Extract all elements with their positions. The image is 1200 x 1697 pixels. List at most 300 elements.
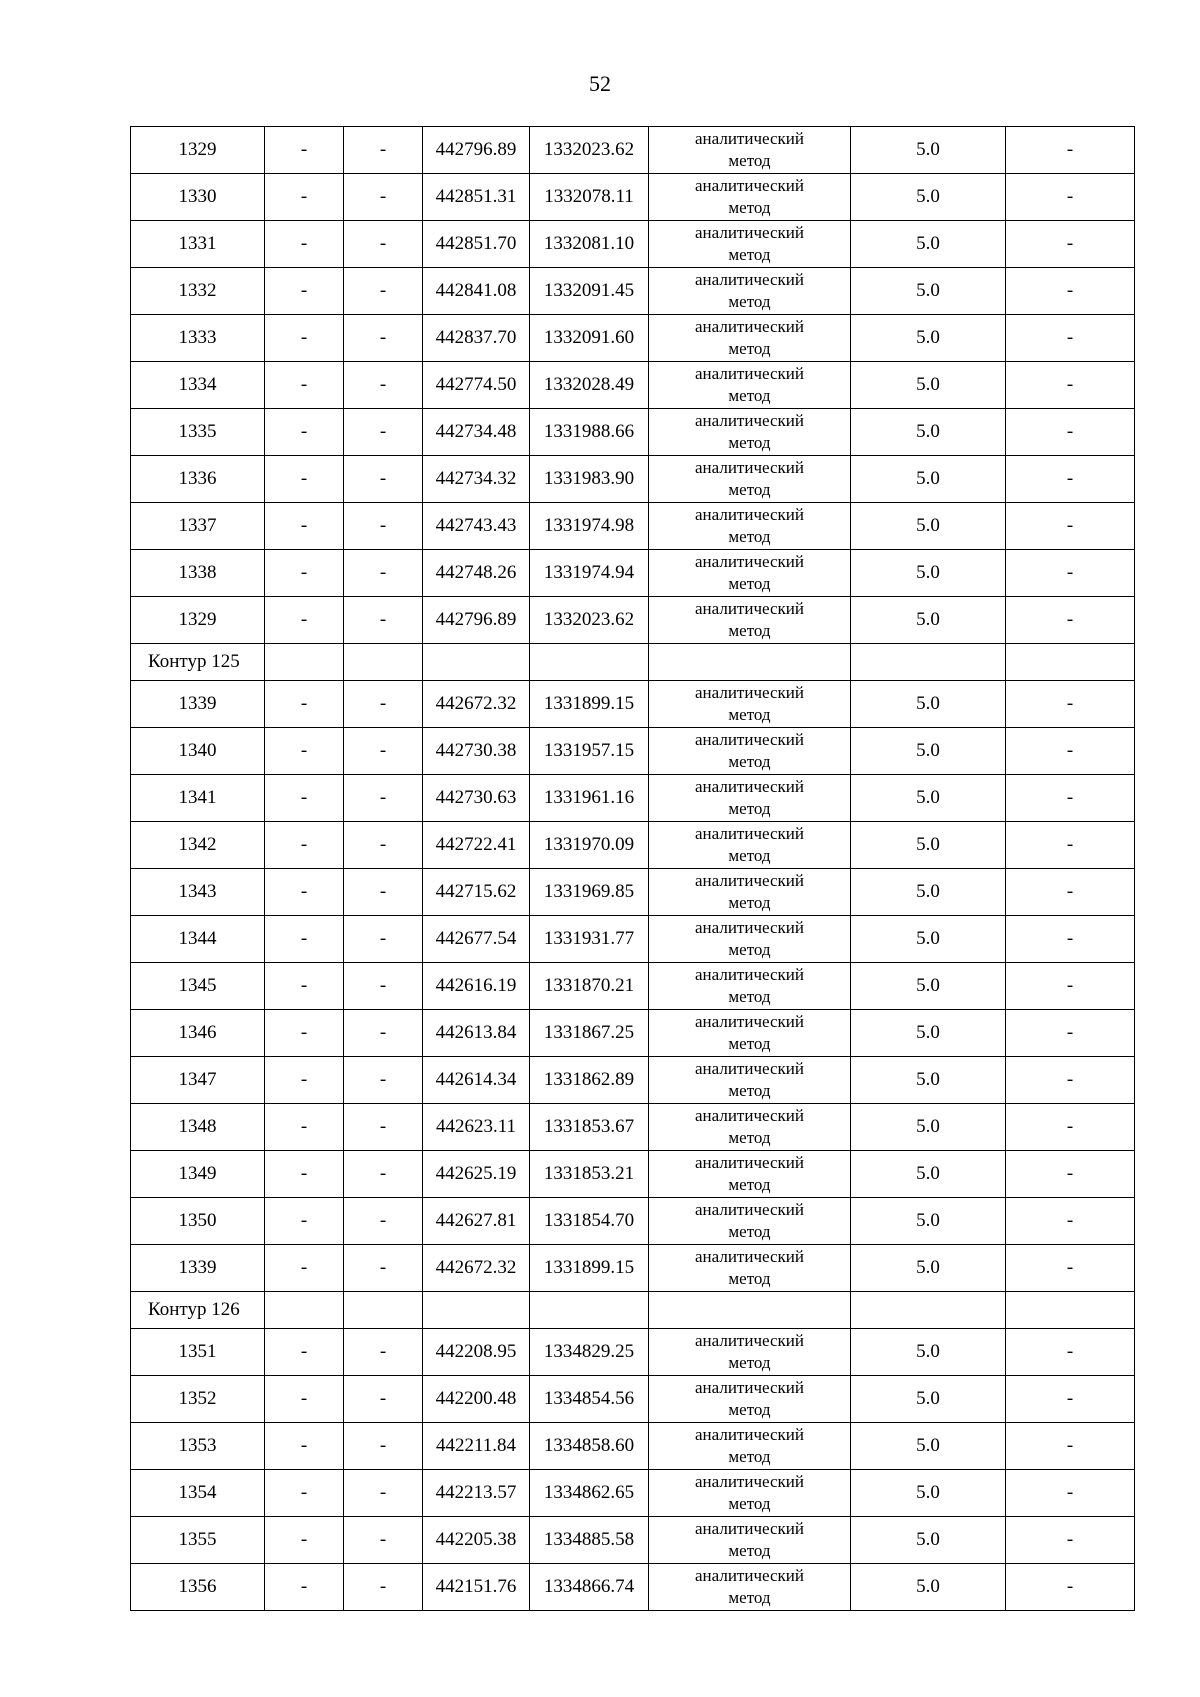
dash-cell: - bbox=[265, 916, 344, 963]
point-number-cell: 1331 bbox=[131, 221, 265, 268]
accuracy-cell: 5.0 bbox=[851, 503, 1006, 550]
dash-cell: - bbox=[1006, 1376, 1135, 1423]
dash-cell: - bbox=[265, 456, 344, 503]
dash-cell: - bbox=[344, 315, 423, 362]
y-coordinate-cell: 1331988.66 bbox=[530, 409, 649, 456]
dash-cell: - bbox=[265, 315, 344, 362]
y-coordinate-cell: 1334866.74 bbox=[530, 1564, 649, 1611]
table-row bbox=[131, 916, 1135, 963]
contour-label: Контур 125 bbox=[131, 644, 265, 681]
accuracy-cell: 5.0 bbox=[851, 1423, 1006, 1470]
method-line-1: аналитический bbox=[695, 683, 804, 702]
dash-cell: - bbox=[1006, 362, 1135, 409]
x-coordinate-cell: 442748.26 bbox=[423, 550, 530, 597]
method-cell bbox=[649, 1010, 851, 1057]
dash-cell: - bbox=[265, 1517, 344, 1564]
dash-cell: - bbox=[265, 362, 344, 409]
empty-cell bbox=[344, 1292, 423, 1329]
empty-cell bbox=[530, 644, 649, 681]
point-number-cell: 1348 bbox=[131, 1104, 265, 1151]
dash-cell: - bbox=[265, 221, 344, 268]
x-coordinate-cell: 442677.54 bbox=[423, 916, 530, 963]
method-line-1: аналитический bbox=[695, 777, 804, 796]
x-coordinate-cell: 442213.57 bbox=[423, 1470, 530, 1517]
x-coordinate-cell: 442722.41 bbox=[423, 822, 530, 869]
method-line-1: аналитический bbox=[695, 1472, 804, 1491]
point-number-cell: 1346 bbox=[131, 1010, 265, 1057]
method-line-1: аналитический bbox=[695, 505, 804, 524]
y-coordinate-cell: 1334885.58 bbox=[530, 1517, 649, 1564]
x-coordinate-cell: 442613.84 bbox=[423, 1010, 530, 1057]
dash-cell: - bbox=[265, 681, 344, 728]
dash-cell: - bbox=[265, 1198, 344, 1245]
method-line-2: метод bbox=[728, 705, 771, 724]
method-cell bbox=[649, 221, 851, 268]
method-line-1: аналитический bbox=[695, 1566, 804, 1585]
y-coordinate-cell: 1331867.25 bbox=[530, 1010, 649, 1057]
empty-cell bbox=[344, 644, 423, 681]
accuracy-cell: 5.0 bbox=[851, 1010, 1006, 1057]
table-row bbox=[131, 963, 1135, 1010]
method-line-1: аналитический bbox=[695, 1378, 804, 1397]
method-line-2: метод bbox=[728, 245, 771, 264]
dash-cell: - bbox=[1006, 963, 1135, 1010]
method-cell bbox=[649, 597, 851, 644]
method-line-2: метод bbox=[728, 292, 771, 311]
point-number-cell: 1329 bbox=[131, 127, 265, 174]
table-row bbox=[131, 1057, 1135, 1104]
table-row bbox=[131, 268, 1135, 315]
y-coordinate-cell: 1334854.56 bbox=[530, 1376, 649, 1423]
empty-cell bbox=[265, 644, 344, 681]
accuracy-cell: 5.0 bbox=[851, 963, 1006, 1010]
empty-cell bbox=[1006, 1292, 1135, 1329]
accuracy-cell: 5.0 bbox=[851, 1057, 1006, 1104]
accuracy-cell: 5.0 bbox=[851, 597, 1006, 644]
point-number-cell: 1353 bbox=[131, 1423, 265, 1470]
point-number-cell: 1340 bbox=[131, 728, 265, 775]
method-line-2: метод bbox=[728, 1175, 771, 1194]
dash-cell: - bbox=[1006, 456, 1135, 503]
method-cell bbox=[649, 1564, 851, 1611]
dash-cell: - bbox=[265, 1010, 344, 1057]
dash-cell: - bbox=[344, 916, 423, 963]
method-line-1: аналитический bbox=[695, 552, 804, 571]
dash-cell: - bbox=[344, 550, 423, 597]
contour-header-row bbox=[131, 644, 1135, 681]
x-coordinate-cell: 442851.70 bbox=[423, 221, 530, 268]
dash-cell: - bbox=[344, 1564, 423, 1611]
point-number-cell: 1338 bbox=[131, 550, 265, 597]
accuracy-cell: 5.0 bbox=[851, 362, 1006, 409]
method-line-1: аналитический bbox=[695, 1153, 804, 1172]
table-row bbox=[131, 1010, 1135, 1057]
accuracy-cell: 5.0 bbox=[851, 1470, 1006, 1517]
y-coordinate-cell: 1331969.85 bbox=[530, 869, 649, 916]
x-coordinate-cell: 442796.89 bbox=[423, 127, 530, 174]
empty-cell bbox=[265, 1292, 344, 1329]
dash-cell: - bbox=[1006, 409, 1135, 456]
method-line-1: аналитический bbox=[695, 1331, 804, 1350]
method-cell bbox=[649, 127, 851, 174]
y-coordinate-cell: 1334862.65 bbox=[530, 1470, 649, 1517]
method-line-1: аналитический bbox=[695, 129, 804, 148]
accuracy-cell: 5.0 bbox=[851, 869, 1006, 916]
method-line-1: аналитический bbox=[695, 176, 804, 195]
point-number-cell: 1347 bbox=[131, 1057, 265, 1104]
point-number-cell: 1354 bbox=[131, 1470, 265, 1517]
point-number-cell: 1329 bbox=[131, 597, 265, 644]
table-row bbox=[131, 174, 1135, 221]
dash-cell: - bbox=[265, 174, 344, 221]
dash-cell: - bbox=[1006, 127, 1135, 174]
method-line-2: метод bbox=[728, 1494, 771, 1513]
accuracy-cell: 5.0 bbox=[851, 1151, 1006, 1198]
y-coordinate-cell: 1331970.09 bbox=[530, 822, 649, 869]
accuracy-cell: 5.0 bbox=[851, 681, 1006, 728]
dash-cell: - bbox=[344, 127, 423, 174]
method-cell bbox=[649, 1517, 851, 1564]
method-cell bbox=[649, 1151, 851, 1198]
dash-cell: - bbox=[265, 127, 344, 174]
dash-cell: - bbox=[265, 869, 344, 916]
method-line-1: аналитический bbox=[695, 223, 804, 242]
dash-cell: - bbox=[1006, 1057, 1135, 1104]
y-coordinate-cell: 1334829.25 bbox=[530, 1329, 649, 1376]
method-line-2: метод bbox=[728, 621, 771, 640]
point-number-cell: 1343 bbox=[131, 869, 265, 916]
point-number-cell: 1342 bbox=[131, 822, 265, 869]
dash-cell: - bbox=[344, 1151, 423, 1198]
x-coordinate-cell: 442672.32 bbox=[423, 1245, 530, 1292]
table-row bbox=[131, 681, 1135, 728]
dash-cell: - bbox=[344, 775, 423, 822]
y-coordinate-cell: 1332091.60 bbox=[530, 315, 649, 362]
dash-cell: - bbox=[1006, 775, 1135, 822]
x-coordinate-cell: 442627.81 bbox=[423, 1198, 530, 1245]
method-line-2: метод bbox=[728, 1034, 771, 1053]
x-coordinate-cell: 442200.48 bbox=[423, 1376, 530, 1423]
method-line-2: метод bbox=[728, 1269, 771, 1288]
method-cell bbox=[649, 963, 851, 1010]
dash-cell: - bbox=[1006, 869, 1135, 916]
method-line-2: метод bbox=[728, 433, 771, 452]
coordinates-table bbox=[130, 126, 1135, 1611]
point-number-cell: 1350 bbox=[131, 1198, 265, 1245]
page-number: 52 bbox=[589, 71, 611, 96]
method-cell bbox=[649, 728, 851, 775]
y-coordinate-cell: 1331899.15 bbox=[530, 1245, 649, 1292]
x-coordinate-cell: 442715.62 bbox=[423, 869, 530, 916]
y-coordinate-cell: 1332023.62 bbox=[530, 127, 649, 174]
x-coordinate-cell: 442730.38 bbox=[423, 728, 530, 775]
dash-cell: - bbox=[344, 681, 423, 728]
point-number-cell: 1352 bbox=[131, 1376, 265, 1423]
table-row bbox=[131, 1104, 1135, 1151]
contour-header-row bbox=[131, 1292, 1135, 1329]
dash-cell: - bbox=[344, 268, 423, 315]
accuracy-cell: 5.0 bbox=[851, 822, 1006, 869]
method-cell bbox=[649, 869, 851, 916]
method-line-2: метод bbox=[728, 846, 771, 865]
dash-cell: - bbox=[265, 1057, 344, 1104]
y-coordinate-cell: 1331974.94 bbox=[530, 550, 649, 597]
method-line-1: аналитический bbox=[695, 1247, 804, 1266]
dash-cell: - bbox=[265, 822, 344, 869]
dash-cell: - bbox=[344, 456, 423, 503]
dash-cell: - bbox=[344, 1376, 423, 1423]
table-row bbox=[131, 362, 1135, 409]
x-coordinate-cell: 442208.95 bbox=[423, 1329, 530, 1376]
accuracy-cell: 5.0 bbox=[851, 916, 1006, 963]
method-line-1: аналитический bbox=[695, 1059, 804, 1078]
dash-cell: - bbox=[1006, 503, 1135, 550]
x-coordinate-cell: 442205.38 bbox=[423, 1517, 530, 1564]
empty-cell bbox=[423, 644, 530, 681]
dash-cell: - bbox=[1006, 1198, 1135, 1245]
dash-cell: - bbox=[265, 728, 344, 775]
dash-cell: - bbox=[1006, 822, 1135, 869]
method-line-2: метод bbox=[728, 339, 771, 358]
dash-cell: - bbox=[344, 597, 423, 644]
method-cell bbox=[649, 1470, 851, 1517]
empty-cell bbox=[649, 644, 851, 681]
method-cell bbox=[649, 362, 851, 409]
y-coordinate-cell: 1331961.16 bbox=[530, 775, 649, 822]
dash-cell: - bbox=[1006, 268, 1135, 315]
dash-cell: - bbox=[265, 775, 344, 822]
y-coordinate-cell: 1332078.11 bbox=[530, 174, 649, 221]
accuracy-cell: 5.0 bbox=[851, 1329, 1006, 1376]
point-number-cell: 1330 bbox=[131, 174, 265, 221]
x-coordinate-cell: 442774.50 bbox=[423, 362, 530, 409]
dash-cell: - bbox=[1006, 681, 1135, 728]
method-line-1: аналитический bbox=[695, 1519, 804, 1538]
method-cell bbox=[649, 1376, 851, 1423]
dash-cell: - bbox=[344, 362, 423, 409]
method-line-1: аналитический bbox=[695, 965, 804, 984]
point-number-cell: 1334 bbox=[131, 362, 265, 409]
method-line-1: аналитический bbox=[695, 458, 804, 477]
method-line-2: метод bbox=[728, 198, 771, 217]
point-number-cell: 1351 bbox=[131, 1329, 265, 1376]
empty-cell bbox=[423, 1292, 530, 1329]
dash-cell: - bbox=[265, 1151, 344, 1198]
dash-cell: - bbox=[1006, 174, 1135, 221]
dash-cell: - bbox=[265, 550, 344, 597]
method-cell bbox=[649, 1423, 851, 1470]
method-cell bbox=[649, 1329, 851, 1376]
y-coordinate-cell: 1331870.21 bbox=[530, 963, 649, 1010]
method-cell bbox=[649, 916, 851, 963]
table-row bbox=[131, 315, 1135, 362]
table-row bbox=[131, 1198, 1135, 1245]
empty-cell bbox=[1006, 644, 1135, 681]
accuracy-cell: 5.0 bbox=[851, 409, 1006, 456]
x-coordinate-cell: 442211.84 bbox=[423, 1423, 530, 1470]
point-number-cell: 1335 bbox=[131, 409, 265, 456]
dash-cell: - bbox=[1006, 221, 1135, 268]
table-row bbox=[131, 1517, 1135, 1564]
method-line-2: метод bbox=[728, 893, 771, 912]
method-line-2: метод bbox=[728, 574, 771, 593]
accuracy-cell: 5.0 bbox=[851, 456, 1006, 503]
dash-cell: - bbox=[344, 1198, 423, 1245]
y-coordinate-cell: 1334858.60 bbox=[530, 1423, 649, 1470]
empty-cell bbox=[851, 1292, 1006, 1329]
contour-label: Контур 126 bbox=[131, 1292, 265, 1329]
accuracy-cell: 5.0 bbox=[851, 1564, 1006, 1611]
dash-cell: - bbox=[265, 1470, 344, 1517]
accuracy-cell: 5.0 bbox=[851, 268, 1006, 315]
table-row bbox=[131, 1470, 1135, 1517]
method-line-2: метод bbox=[728, 1541, 771, 1560]
method-cell bbox=[649, 1198, 851, 1245]
table-row bbox=[131, 1245, 1135, 1292]
x-coordinate-cell: 442734.32 bbox=[423, 456, 530, 503]
dash-cell: - bbox=[265, 597, 344, 644]
dash-cell: - bbox=[1006, 1329, 1135, 1376]
dash-cell: - bbox=[265, 1329, 344, 1376]
table-row bbox=[131, 221, 1135, 268]
point-number-cell: 1339 bbox=[131, 681, 265, 728]
y-coordinate-cell: 1331983.90 bbox=[530, 456, 649, 503]
dash-cell: - bbox=[1006, 1104, 1135, 1151]
dash-cell: - bbox=[344, 1470, 423, 1517]
table-row bbox=[131, 127, 1135, 174]
dash-cell: - bbox=[1006, 1151, 1135, 1198]
dash-cell: - bbox=[1006, 1470, 1135, 1517]
x-coordinate-cell: 442743.43 bbox=[423, 503, 530, 550]
accuracy-cell: 5.0 bbox=[851, 221, 1006, 268]
x-coordinate-cell: 442616.19 bbox=[423, 963, 530, 1010]
method-line-2: метод bbox=[728, 151, 771, 170]
method-cell bbox=[649, 822, 851, 869]
method-cell bbox=[649, 503, 851, 550]
method-cell bbox=[649, 268, 851, 315]
dash-cell: - bbox=[265, 409, 344, 456]
method-line-1: аналитический bbox=[695, 730, 804, 749]
accuracy-cell: 5.0 bbox=[851, 1376, 1006, 1423]
method-line-1: аналитический bbox=[695, 599, 804, 618]
dash-cell: - bbox=[344, 503, 423, 550]
method-cell bbox=[649, 1104, 851, 1151]
dash-cell: - bbox=[344, 1057, 423, 1104]
method-line-2: метод bbox=[728, 752, 771, 771]
method-line-2: метод bbox=[728, 527, 771, 546]
point-number-cell: 1344 bbox=[131, 916, 265, 963]
dash-cell: - bbox=[1006, 597, 1135, 644]
method-line-2: метод bbox=[728, 799, 771, 818]
x-coordinate-cell: 442672.32 bbox=[423, 681, 530, 728]
method-line-2: метод bbox=[728, 1588, 771, 1607]
dash-cell: - bbox=[1006, 1010, 1135, 1057]
y-coordinate-cell: 1331957.15 bbox=[530, 728, 649, 775]
method-cell bbox=[649, 1245, 851, 1292]
dash-cell: - bbox=[344, 963, 423, 1010]
table-row bbox=[131, 869, 1135, 916]
method-line-1: аналитический bbox=[695, 1425, 804, 1444]
point-number-cell: 1339 bbox=[131, 1245, 265, 1292]
dash-cell: - bbox=[265, 268, 344, 315]
x-coordinate-cell: 442734.48 bbox=[423, 409, 530, 456]
x-coordinate-cell: 442625.19 bbox=[423, 1151, 530, 1198]
table-row bbox=[131, 597, 1135, 644]
y-coordinate-cell: 1331853.67 bbox=[530, 1104, 649, 1151]
dash-cell: - bbox=[344, 409, 423, 456]
dash-cell: - bbox=[344, 1245, 423, 1292]
point-number-cell: 1345 bbox=[131, 963, 265, 1010]
method-cell bbox=[649, 409, 851, 456]
table-body bbox=[131, 127, 1135, 1611]
table-row bbox=[131, 822, 1135, 869]
dash-cell: - bbox=[344, 869, 423, 916]
x-coordinate-cell: 442151.76 bbox=[423, 1564, 530, 1611]
point-number-cell: 1341 bbox=[131, 775, 265, 822]
y-coordinate-cell: 1331899.15 bbox=[530, 681, 649, 728]
point-number-cell: 1332 bbox=[131, 268, 265, 315]
y-coordinate-cell: 1331931.77 bbox=[530, 916, 649, 963]
x-coordinate-cell: 442837.70 bbox=[423, 315, 530, 362]
accuracy-cell: 5.0 bbox=[851, 315, 1006, 362]
dash-cell: - bbox=[1006, 1564, 1135, 1611]
method-cell bbox=[649, 550, 851, 597]
dash-cell: - bbox=[1006, 1517, 1135, 1564]
x-coordinate-cell: 442851.31 bbox=[423, 174, 530, 221]
y-coordinate-cell: 1331974.98 bbox=[530, 503, 649, 550]
table-row bbox=[131, 775, 1135, 822]
x-coordinate-cell: 442841.08 bbox=[423, 268, 530, 315]
point-number-cell: 1336 bbox=[131, 456, 265, 503]
method-line-2: метод bbox=[728, 1081, 771, 1100]
table-row bbox=[131, 1564, 1135, 1611]
accuracy-cell: 5.0 bbox=[851, 550, 1006, 597]
method-cell bbox=[649, 775, 851, 822]
accuracy-cell: 5.0 bbox=[851, 127, 1006, 174]
dash-cell: - bbox=[265, 1104, 344, 1151]
method-line-1: аналитический bbox=[695, 1106, 804, 1125]
accuracy-cell: 5.0 bbox=[851, 1104, 1006, 1151]
accuracy-cell: 5.0 bbox=[851, 1198, 1006, 1245]
method-line-1: аналитический bbox=[695, 317, 804, 336]
point-number-cell: 1356 bbox=[131, 1564, 265, 1611]
dash-cell: - bbox=[1006, 1245, 1135, 1292]
method-line-1: аналитический bbox=[695, 411, 804, 430]
method-line-2: метод bbox=[728, 940, 771, 959]
method-line-2: метод bbox=[728, 1353, 771, 1372]
method-line-2: метод bbox=[728, 1222, 771, 1241]
dash-cell: - bbox=[344, 1010, 423, 1057]
dash-cell: - bbox=[265, 963, 344, 1010]
table-row bbox=[131, 1329, 1135, 1376]
y-coordinate-cell: 1332023.62 bbox=[530, 597, 649, 644]
dash-cell: - bbox=[265, 1245, 344, 1292]
method-line-2: метод bbox=[728, 1128, 771, 1147]
empty-cell bbox=[649, 1292, 851, 1329]
dash-cell: - bbox=[265, 1423, 344, 1470]
dash-cell: - bbox=[1006, 916, 1135, 963]
method-cell bbox=[649, 456, 851, 503]
method-line-1: аналитический bbox=[695, 1012, 804, 1031]
table-row bbox=[131, 1423, 1135, 1470]
table-row bbox=[131, 456, 1135, 503]
y-coordinate-cell: 1331853.21 bbox=[530, 1151, 649, 1198]
accuracy-cell: 5.0 bbox=[851, 775, 1006, 822]
method-line-1: аналитический bbox=[695, 270, 804, 289]
method-line-1: аналитический bbox=[695, 824, 804, 843]
accuracy-cell: 5.0 bbox=[851, 174, 1006, 221]
dash-cell: - bbox=[265, 1564, 344, 1611]
